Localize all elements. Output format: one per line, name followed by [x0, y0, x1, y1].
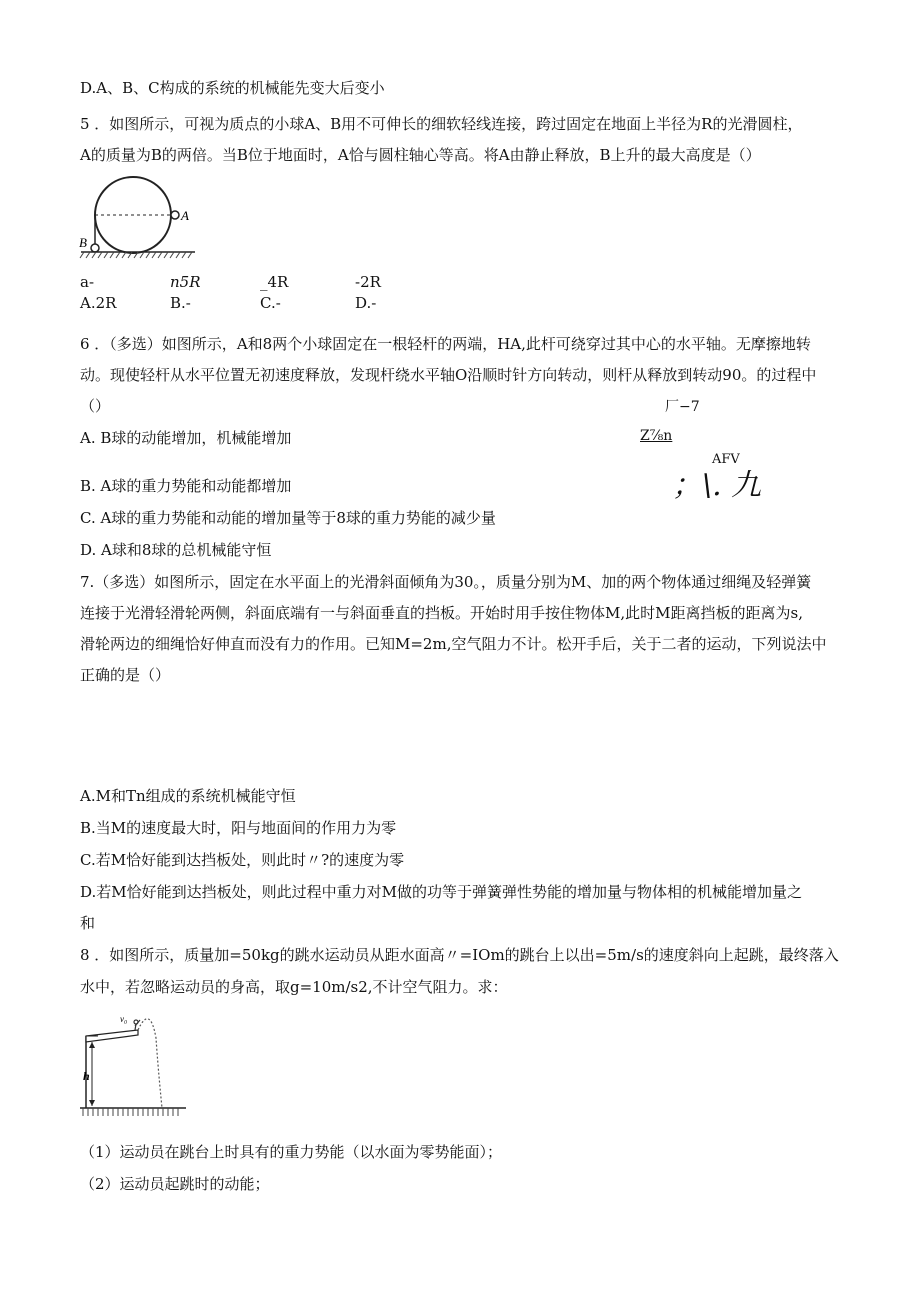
- ball-b: [91, 244, 99, 252]
- q5-opt-top-3: _4R: [260, 273, 289, 291]
- q4-option-d: D.A、B、C构成的系统的机械能先变大后变小: [80, 79, 385, 97]
- q6-option-a: A. B球的动能增加，机械能增加: [80, 429, 292, 447]
- q7-option-d: D.若M恰好能到达挡板处，则此过程中重力对M做的功等于弹簧弹性势能的增加量与物体相的机械能增加量之: [80, 883, 802, 901]
- q6-option-b: B. A球的重力势能和动能都增加: [80, 477, 292, 495]
- q5-opt-top-4: -2R: [355, 273, 381, 291]
- q6-stem-line2: 动。现使轻杆从水平位置无初速度释放，发现杆绕水平轴O沿顺时针方向转动，则杆从释放到转动90。的过程中: [80, 366, 817, 384]
- q6-stem-line3: （）: [80, 397, 111, 415]
- q5-opt-top-2: n5R: [170, 273, 201, 291]
- label-h: h: [83, 1069, 90, 1083]
- q8-stem-line1: 8 ．如图所示，质量加=50kg的跳水运动员从距水面高〃=IOm的跳台上以出=5m/s的速度斜向上起跳，最终落入: [80, 946, 839, 964]
- q6-stem-line1: 6 ．（多选）如图所示，A和8两个小球固定在一根轻杆的两端，HA,此杆可绕穿过其中心的水平轴。无摩擦地转: [80, 335, 811, 353]
- q5-opt-top-1: a-: [80, 273, 95, 291]
- q8-stem-line2: 水中，若忽略运动员的身高，取g=10m/s2,不计空气阻力。求：: [80, 978, 508, 996]
- label-b: B: [79, 235, 87, 250]
- q6-side-text-4: ；\. 九: [672, 468, 762, 503]
- q6-option-c: C. A球的重力势能和动能的增加量等于8球的重力势能的减少量: [80, 509, 496, 527]
- q6-side-text-2: Z⅞n: [640, 428, 673, 444]
- q7-option-a: A.M和Tn组成的系统机械能守恒: [80, 787, 296, 805]
- q6-side-text-1: 厂−7: [665, 399, 700, 415]
- q5-figure: [78, 172, 198, 264]
- q8-part-1: （1）运动员在跳台上时具有的重力势能（以水面为零势能面）；: [80, 1143, 503, 1161]
- q6-side-text-3: AFV: [712, 452, 740, 467]
- label-a: A: [181, 208, 189, 223]
- q7-stem-line3: 滑轮两边的细绳恰好伸直而没有力的作用。已知M=2m,空气阻力不计。松开手后，关于二者的运动，下列说法中: [80, 635, 827, 653]
- q7-stem-line1: 7.（多选）如图所示，固定在水平面上的光滑斜面倾角为30。，质量分别为M、加的两个物体通过细绳及轻弹簧: [80, 573, 812, 591]
- q7-option-d-cont: 和: [80, 914, 96, 932]
- q5-opt-b: B.-: [170, 294, 191, 312]
- q5-stem-line2: A的质量为B的两倍。当B位于地面时，A恰与圆柱轴心等高。将A由静止释放，B上升的最大高度是（）: [80, 146, 761, 164]
- q7-stem-line2: 连接于光滑轻滑轮两侧，斜面底端有一与斜面垂直的挡板。开始时用手按住物体M,此时M距离挡板的距离为s,: [80, 604, 803, 622]
- q5-opt-c: C.-: [260, 294, 281, 312]
- q7-option-c: C.若M恰好能到达挡板处，则此时〃?的速度为零: [80, 851, 405, 869]
- q6-option-d: D. A球和8球的总机械能守恒: [80, 541, 272, 559]
- q8-figure: [78, 1008, 188, 1128]
- q8-part-2: （2）运动员起跳时的动能；: [80, 1175, 270, 1193]
- label-v0: v₀: [120, 1014, 128, 1024]
- q5-stem-line1: 5 ．如图所示，可视为质点的小球A、B用不可伸长的细软轻线连接，跨过固定在地面上半径为R的光滑圆柱，: [80, 115, 803, 133]
- q5-opt-d: D.-: [355, 294, 377, 312]
- q5-opt-a: A.2R: [80, 294, 117, 312]
- ball-a: [171, 211, 179, 219]
- q7-stem-line4: 正确的是（）: [80, 666, 171, 684]
- q7-option-b: B.当M的速度最大时，阳与地面间的作用力为零: [80, 819, 397, 837]
